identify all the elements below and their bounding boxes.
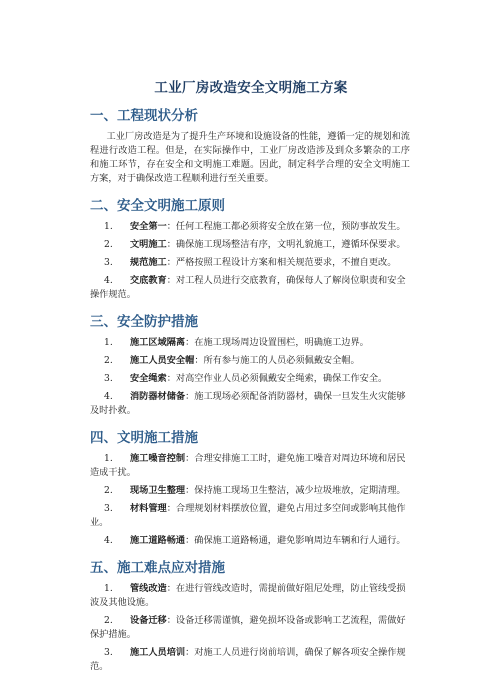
list-item xyxy=(90,390,410,418)
list-item xyxy=(90,220,410,234)
list-item xyxy=(90,614,410,642)
item-text: ：任何工程施工都必须将安全放在第一位，预防事故发生。 xyxy=(166,221,406,232)
item-number: 2. xyxy=(104,355,113,366)
list-item xyxy=(90,336,410,350)
item-term: 文明施工 xyxy=(130,239,167,250)
item-text: ：所有参与施工的人员必须佩戴安全帽。 xyxy=(194,355,360,366)
item-number: 3. xyxy=(104,647,113,658)
item-term: 施工人员安全帽 xyxy=(130,355,195,366)
item-text: ：合理安排施工工时，避免施工噪音对周边环境和居民造成干扰。 xyxy=(90,453,406,478)
item-number: 3. xyxy=(104,257,113,268)
item-text: ：严格按照工程设计方案和相关规范要求，不擅自更改。 xyxy=(166,257,397,268)
document-title: 工业厂房改造安全文明施工方案 xyxy=(154,80,348,96)
item-number: 2. xyxy=(104,485,113,496)
list-item xyxy=(90,372,410,386)
item-number: 4. xyxy=(104,391,113,402)
section-heading: 五、施工难点应对措施 xyxy=(90,560,225,576)
numbered-list xyxy=(0,452,502,548)
item-text: ：设备迁移需谨慎，避免损坏设备或影响工艺流程，需做好保护措施。 xyxy=(90,615,406,640)
item-number: 1. xyxy=(104,453,113,464)
item-term: 现场卫生整理 xyxy=(130,485,186,496)
numbered-list xyxy=(0,220,502,302)
item-number: 1. xyxy=(104,221,113,232)
section-heading: 四、文明施工措施 xyxy=(90,430,198,446)
list-item xyxy=(90,646,410,674)
list-item xyxy=(90,534,410,548)
item-text: ：对高空作业人员必须佩戴安全绳索，确保工作安全。 xyxy=(166,373,388,384)
item-number: 3. xyxy=(104,503,113,514)
item-term: 消防器材储备 xyxy=(130,391,186,402)
list-item xyxy=(90,354,410,368)
list-item xyxy=(90,582,410,610)
section-heading: 一、工程现状分析 xyxy=(90,108,198,124)
item-number: 4. xyxy=(104,535,113,546)
numbered-list xyxy=(0,582,502,674)
item-term: 施工道路畅通 xyxy=(130,535,186,546)
item-text: ：在施工现场周边设置围栏，明确施工边界。 xyxy=(185,337,369,348)
item-term: 安全绳索 xyxy=(130,373,167,384)
numbered-list xyxy=(0,336,502,418)
section-heading: 二、安全文明施工原则 xyxy=(90,198,225,214)
list-item xyxy=(90,238,410,252)
section-heading: 三、安全防护措施 xyxy=(90,314,198,330)
item-term: 规范施工 xyxy=(130,257,167,268)
item-term: 交底教育 xyxy=(130,275,167,286)
item-text: ：对施工人员进行岗前培训，确保了解各项安全操作规范。 xyxy=(90,647,406,672)
item-text: ：对工程人员进行交底教育，确保每人了解岗位职责和安全操作规范。 xyxy=(90,275,406,300)
list-item xyxy=(90,484,410,498)
list-item xyxy=(90,502,410,530)
section-paragraph: 工业厂房改造是为了提升生产环境和设施设备的性能，遵循一定的规划和流程进行改造工程。但是，在实际操作中，工业厂房改造涉及到众多繁杂的工序和施工环节，存在安全和文明施工难题。因此，制定科学合理的安全文明施工方案，对于确保改造工程顺利进行至关重要。 xyxy=(90,131,410,184)
item-term: 管线改造 xyxy=(130,583,167,594)
item-term: 施工区域隔离 xyxy=(130,337,186,348)
item-number: 1. xyxy=(104,337,113,348)
list-item xyxy=(90,274,410,302)
item-term: 安全第一 xyxy=(130,221,167,232)
item-text: ：确保施工道路畅通，避免影响周边车辆和行人通行。 xyxy=(185,535,406,546)
list-item xyxy=(90,256,410,270)
item-term: 设备迁移 xyxy=(130,615,167,626)
item-text: ：施工现场必须配备消防器材，确保一旦发生火灾能够及时扑救。 xyxy=(90,391,406,416)
item-number: 2. xyxy=(104,615,113,626)
item-number: 1. xyxy=(104,583,113,594)
item-number: 2. xyxy=(104,239,113,250)
item-number: 3. xyxy=(104,373,113,384)
item-text: ：合理规划材料摆放位置，避免占用过多空间或影响其他作业。 xyxy=(90,503,406,528)
item-number: 4. xyxy=(104,275,113,286)
item-text: ：确保施工现场整洁有序，文明礼貌施工，遵循环保要求。 xyxy=(166,239,406,250)
list-item xyxy=(90,452,410,480)
item-text: ：在进行管线改造时，需提前做好阻尼处理，防止管线受损波及其他设施。 xyxy=(90,583,406,608)
item-term: 施工噪音控制 xyxy=(130,453,186,464)
item-term: 施工人员培训 xyxy=(130,647,186,658)
item-text: ：保持施工现场卫生整洁，减少垃圾堆放，定期清理。 xyxy=(185,485,406,496)
item-term: 材料管理 xyxy=(130,503,167,514)
